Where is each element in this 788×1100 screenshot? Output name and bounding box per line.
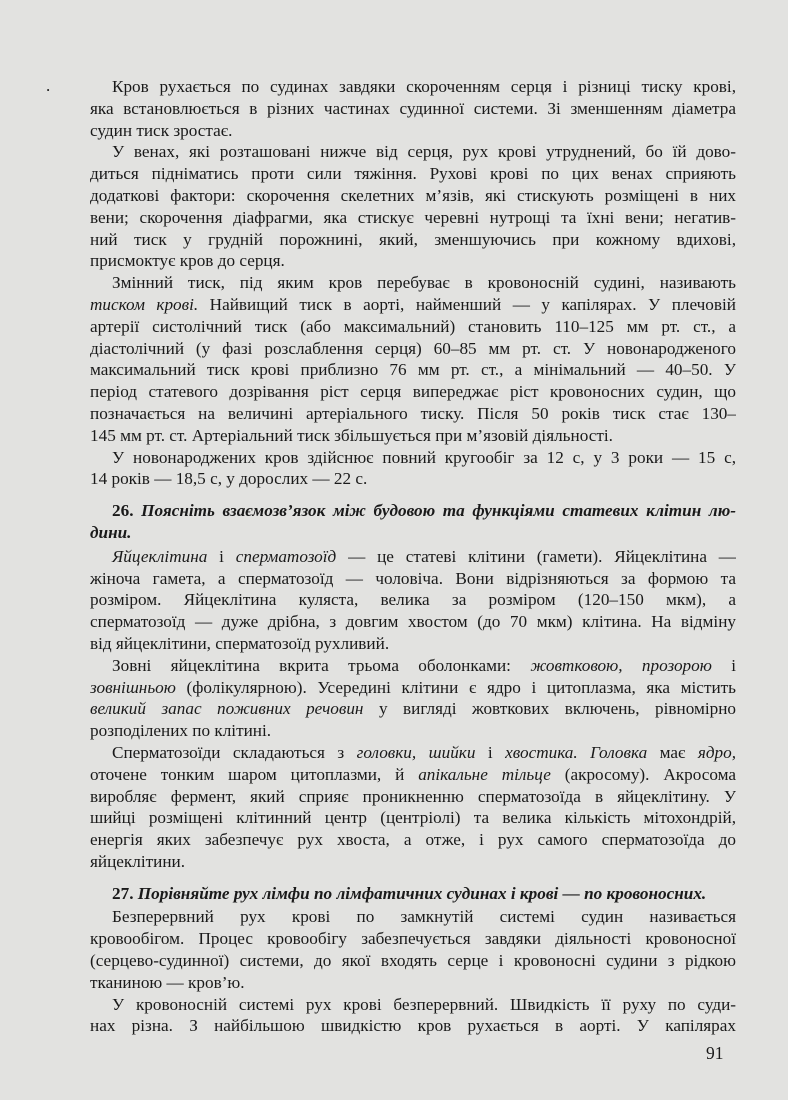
text-line bbox=[90, 742, 736, 764]
text-line bbox=[90, 786, 736, 808]
text-line bbox=[90, 500, 736, 522]
text-line bbox=[90, 807, 736, 829]
text-line bbox=[90, 250, 736, 272]
text-run: 14 років — 18,5 с, у дорослих — 22 с. bbox=[90, 469, 368, 489]
text-line bbox=[90, 381, 736, 403]
italic-term: апікальне тільце bbox=[418, 764, 551, 784]
text-run: диться підніматись проти сили тяжіння. Рухові крові по цих венах сприяють bbox=[90, 164, 736, 184]
text-run: — це статеві клітини (гамети). Яйцеклітина — bbox=[336, 546, 736, 566]
text-line bbox=[90, 1015, 736, 1037]
text-line bbox=[90, 568, 736, 590]
italic-term: хвостика. Головка bbox=[505, 742, 648, 762]
text-line bbox=[90, 522, 736, 544]
text-line bbox=[90, 425, 736, 447]
text-run: (серцево-судинної) системи, до якої входять серце і кровоносні судини з рідкою bbox=[90, 951, 736, 971]
text-line bbox=[90, 141, 736, 163]
paragraph bbox=[90, 447, 736, 491]
italic-term: тиском крові. bbox=[90, 294, 199, 314]
text-run: Змінний тиск, під яким кров перебуває в кровоносній судині, називають bbox=[112, 273, 736, 293]
text-line bbox=[90, 546, 736, 568]
text-run: вени; скорочення діафрагми, яка стискує черевні нутрощі та їхні вени; негатив- bbox=[90, 207, 736, 227]
text-run: Найвищий тиск в аорті, найменший — у капілярах. У плечовій bbox=[198, 294, 736, 314]
text-line bbox=[90, 468, 736, 490]
text-line bbox=[90, 447, 736, 469]
text-line bbox=[90, 185, 736, 207]
paragraph bbox=[90, 272, 736, 446]
italic-term: Яйцеклітина bbox=[112, 546, 208, 566]
text-line bbox=[90, 76, 736, 98]
text-run: оточене тонким шаром цитоплазми, й bbox=[90, 764, 419, 784]
text-line bbox=[90, 316, 736, 338]
text-line bbox=[90, 294, 736, 316]
italic-term: великий запас поживних речовин bbox=[90, 699, 364, 719]
text-run: період статевого дозрівання ріст серця випереджає ріст кровоносних судин, що bbox=[90, 382, 736, 402]
text-line bbox=[90, 906, 736, 928]
text-run: і bbox=[711, 655, 736, 675]
text-run: (акросому). Акросома bbox=[550, 764, 736, 784]
text-run: і bbox=[207, 546, 236, 566]
text-run: додаткові фактори: скорочення скелетних м’язів, які стискують розміщені в них bbox=[90, 185, 736, 205]
paragraph bbox=[90, 141, 736, 272]
text-run: Сперматозоїди складаються з bbox=[112, 742, 357, 762]
text-line bbox=[90, 994, 736, 1016]
text-run: діастолічний (у фазі розслаблення серця) 60–85 мм рт. ст. У новонародженого bbox=[90, 338, 736, 358]
text-run: У венах, які розташовані нижче від серця, рух крові утруднений, бо їй дово- bbox=[112, 142, 736, 162]
text-run: судин тиск зростає. bbox=[90, 120, 233, 140]
text-run: У новонароджених кров здійснює повний кругообіг за 12 с, у 3 роки — 15 с, bbox=[112, 447, 736, 467]
text-line bbox=[90, 338, 736, 360]
text-run: Безперервний рух крові по замкнутій системі судин називається bbox=[112, 907, 736, 927]
question-number: 26. bbox=[112, 501, 142, 521]
italic-term: сперматозоїд bbox=[235, 546, 337, 566]
text-run: виробляє фермент, який сприяє проникненню сперматозоїда в яйцеклітину. У bbox=[90, 786, 736, 806]
paragraph bbox=[90, 994, 736, 1038]
text-run: має bbox=[647, 742, 698, 762]
text-line bbox=[90, 98, 736, 120]
text-run: розподілених по клітині. bbox=[90, 721, 272, 741]
text-line bbox=[90, 633, 736, 655]
text-run: Порівняйте рух лімфи по лімфатичних судинах і крові — по кровоносних. bbox=[137, 883, 707, 903]
text-run: у вигляді жовткових включень, рівномірно bbox=[363, 699, 736, 719]
text-line bbox=[90, 207, 736, 229]
italic-term: жовтковою, прозорою bbox=[530, 655, 712, 675]
question-number: 27. bbox=[112, 883, 138, 903]
text-run: і bbox=[475, 742, 506, 762]
text-run: жіноча гамета, а сперматозоїд — чоловіча. Вони відрізняються за формою та bbox=[90, 568, 736, 588]
text-run: кровообігом. Процес кровообігу забезпечується завдяки діяльності кровоносної bbox=[90, 929, 736, 949]
text-run: (фолікулярною). Усередині клітини є ядро і цитоплазма, яка містить bbox=[175, 677, 736, 697]
text-line bbox=[90, 851, 736, 873]
text-run: розміром. Яйцеклітина куляста, велика за розміром (120–150 мкм), а bbox=[90, 590, 736, 610]
paragraph bbox=[90, 546, 736, 655]
text-run: позначається на величині артеріального тиску. Після 50 років тиск стає 130– bbox=[90, 403, 736, 423]
text-run: Кров рухається по судинах завдяки скороченням серця і різниці тиску крові, bbox=[112, 77, 736, 96]
paragraph bbox=[90, 742, 736, 873]
text-line bbox=[90, 972, 736, 994]
text-run: яка встановлюється в різних частинах судинної системи. Зі зменшенням діаметра bbox=[90, 98, 736, 118]
text-run: У кровоносній системі рух крові безперервний. Швидкість її руху по суди- bbox=[112, 994, 736, 1014]
text-run: від яйцеклітини, сперматозоїд рухливий. bbox=[90, 633, 390, 653]
text-line bbox=[90, 359, 736, 381]
text-run: нах різна. З найбільшою швидкістю кров рухається в аорті. У капілярах bbox=[90, 1016, 736, 1036]
page-number: 91 bbox=[706, 1043, 724, 1063]
text-line bbox=[90, 655, 736, 677]
text-run: сперматозоїд — дуже дрібна, з довгим хвостом (до 70 мкм) клітина. На відміну bbox=[90, 612, 736, 632]
text-run: присмоктує кров до серця. bbox=[90, 251, 285, 271]
text-run: ний тиск у грудній порожнині, який, зменшуючись при кожному вдихові, bbox=[90, 229, 736, 249]
text-line bbox=[90, 950, 736, 972]
paragraph bbox=[90, 76, 736, 141]
text-line bbox=[90, 120, 736, 142]
text-line bbox=[90, 698, 736, 720]
italic-term: головки, шийки bbox=[356, 742, 476, 762]
text-line bbox=[90, 883, 736, 905]
text-line bbox=[90, 589, 736, 611]
text-line bbox=[90, 829, 736, 851]
stray-mark: . bbox=[46, 76, 51, 95]
text-run: тканиною — кров’ю. bbox=[90, 972, 245, 992]
question-heading bbox=[90, 883, 736, 905]
text-run: 145 мм рт. ст. Артеріальний тиск збільшується при м’язовій діяльності. bbox=[90, 425, 613, 445]
page-body-text bbox=[90, 76, 736, 1037]
text-line bbox=[90, 403, 736, 425]
text-run: артерії систолічний тиск (або максимальний) становить 110–125 мм рт. ст., а bbox=[90, 316, 736, 336]
text-run: максимальний тиск крові приблизно 76 мм рт. ст., а мінімальний — 40–50. У bbox=[90, 360, 736, 380]
text-line bbox=[90, 928, 736, 950]
italic-term: ядро, bbox=[697, 742, 736, 762]
text-line bbox=[90, 229, 736, 251]
text-run: Поясніть взаємозв’язок між будовою та функціями статевих клітин лю- bbox=[141, 501, 736, 521]
question-heading bbox=[90, 500, 736, 544]
text-run: яйцеклітини. bbox=[90, 851, 186, 871]
text-run: шийці розміщені клітинний центр (центріолі) та велика кількість мітохондрій, bbox=[90, 808, 736, 828]
italic-term: зовнішньою bbox=[90, 677, 176, 697]
text-line bbox=[90, 611, 736, 633]
paragraph bbox=[90, 655, 736, 742]
text-line bbox=[90, 764, 736, 786]
text-line bbox=[90, 272, 736, 294]
text-line bbox=[90, 163, 736, 185]
text-run: дини. bbox=[90, 522, 132, 542]
paragraph bbox=[90, 906, 736, 993]
text-run: Зовні яйцеклітина вкрита трьома оболонками: bbox=[112, 655, 531, 675]
text-line bbox=[90, 720, 736, 742]
text-run: енергія яких забезпечує рух хвоста, а отже, і рух самого сперматозоїда до bbox=[90, 830, 736, 850]
text-line bbox=[90, 677, 736, 699]
